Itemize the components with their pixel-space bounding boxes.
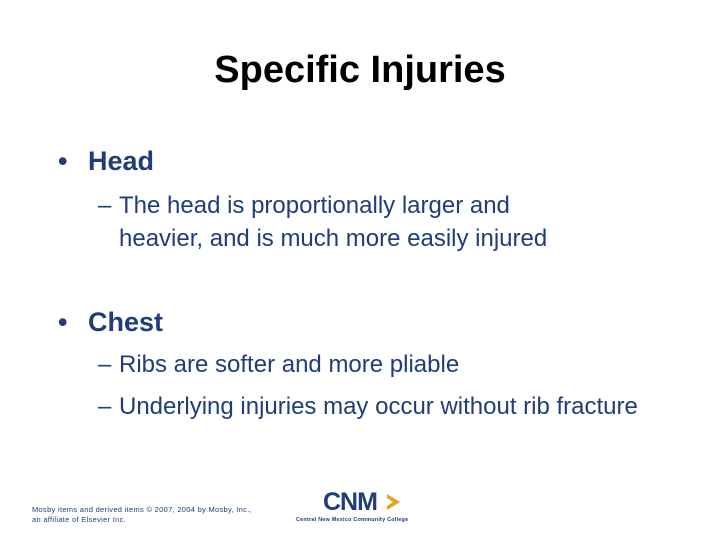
- dash-glyph: –: [98, 192, 112, 219]
- logo-wordmark: CNM: [323, 488, 377, 516]
- slide-title: Specific Injuries: [214, 49, 506, 91]
- bullet-glyph: •: [58, 146, 68, 176]
- bullet-head: [58, 144, 154, 178]
- dash-glyph: –: [98, 351, 112, 378]
- dash-glyph: –: [98, 393, 112, 420]
- bullet-label: Chest: [88, 307, 164, 337]
- subpoint-chest-2: [98, 390, 639, 423]
- subpoint-head-1: [98, 189, 599, 255]
- subpoint-chest-1: [98, 348, 659, 381]
- subpoint-text: Ribs are softer and more pliable: [119, 351, 460, 378]
- subpoint-text: The head is proportionally larger and heavier, and is much more easily injured: [119, 192, 548, 252]
- copyright-footer: [32, 505, 272, 525]
- logo-tagline: Central New Mexico Community College: [296, 517, 409, 523]
- bullet-chest: [58, 305, 163, 339]
- bullet-glyph: •: [58, 307, 68, 337]
- footer-line-1: Mosby items and derived items © 2007, 2004 by Mosby, Inc.,: [32, 505, 252, 514]
- bullet-label: Head: [88, 146, 155, 176]
- logo-arrow-inner: [387, 498, 393, 506]
- subpoint-text: Underlying injuries may occur without rib fracture: [119, 393, 638, 420]
- footer-line-2: an affiliate of Elsevier Inc.: [32, 515, 127, 524]
- cnm-logo: [296, 488, 431, 527]
